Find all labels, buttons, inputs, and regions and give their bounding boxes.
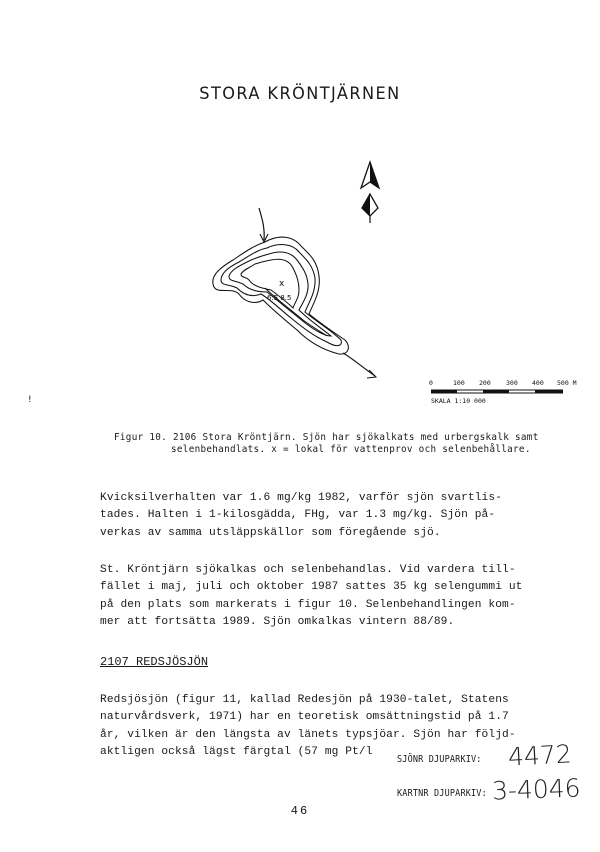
scale-tick-500: 500 M (557, 379, 577, 387)
sampling-site-marker: x (279, 279, 285, 289)
paragraph-redsjosjon-line-3: år, vilken är den längsta av länets typsjöar. Sjön har följd- (100, 728, 516, 741)
caption-line-2: selenbehandlats. x = lokal för vattenprov och selenbehållare. (171, 444, 531, 455)
kartnr-stamp-label: KARTNR DJUPARKIV: (397, 788, 487, 799)
paragraph-treatment: St. Kröntjärn sjökalkas och selenbehandlas. Vid vardera till- fället i maj, juli och oktober 1987 sattes 35 kg selengummi ut på den plats som markerats i figur 10. Selenbehandlingen kom- mer att fortsätta 1989. Sjön omkalkas vintern 88/89. (100, 564, 523, 629)
inlet-stream (259, 208, 264, 240)
lake-depth-map (195, 150, 600, 420)
north-arrow-icon (361, 162, 379, 223)
caption-line-1: Figur 10. 2106 Stora Kröntjärn. Sjön har sjökalkats med urbergskalk samt (114, 432, 539, 443)
section-heading: 2107 REDSJÖSJÖN (100, 655, 209, 669)
sjonr-handwritten-value: 4472 (507, 739, 573, 772)
figure-caption (114, 432, 564, 456)
depth-label: 6.5 8.5 (267, 294, 292, 302)
scale-tick-400: 400 (532, 379, 544, 387)
sjonr-stamp-label: SJÖNR DJUPARKIV: (397, 754, 482, 765)
scale-bar (429, 379, 577, 405)
scale-label: SKALA 1:10 000 (431, 397, 486, 405)
page-title: STORA KRÖNTJÄRNEN (199, 84, 401, 104)
paragraph-redsjosjon-line-4: aktligen också lägst färgtal (57 mg Pt/l (100, 746, 373, 759)
paragraph-redsjosjon-line-2: naturvårdsverk, 1971) har en teoretisk omsättningstid på 1.7 (100, 711, 509, 724)
margin-mark: ! (28, 395, 32, 405)
outlet-stream (343, 353, 375, 376)
kartnr-handwritten-value: 3-4046 (491, 773, 582, 806)
scale-tick-300: 300 (506, 379, 518, 387)
paragraph-mercury: Kvicksilverhalten var 1.6 mg/kg 1982, varför sjön svartlis- tades. Halten i 1-kilosgädda, FHg, var 1.3 mg/kg. Sjön på- verkas av samma utsläppskällor som föregående sjö. (100, 492, 503, 539)
scale-tick-200: 200 (479, 379, 491, 387)
paragraph-redsjosjon-line-1: Redsjösjön (figur 11, kallad Redesjön på 1930-talet, Statens (100, 694, 509, 706)
scale-tick-100: 100 (453, 379, 465, 387)
page-number: 46 (290, 804, 310, 818)
scale-tick-0: 0 (429, 379, 433, 387)
